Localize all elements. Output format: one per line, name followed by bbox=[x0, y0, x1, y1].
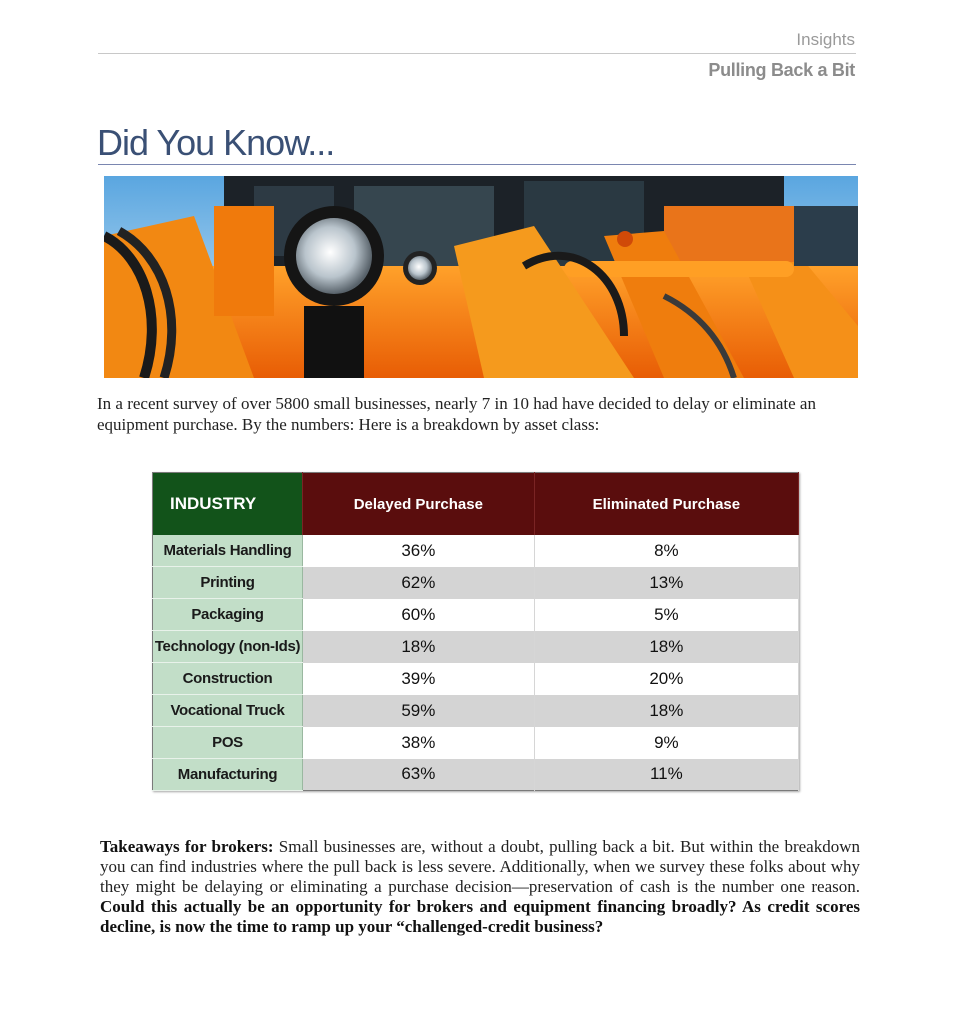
eliminated-cell: 9% bbox=[534, 727, 798, 759]
page-subtitle: Pulling Back a Bit bbox=[708, 60, 855, 80]
table-header-row bbox=[153, 473, 799, 536]
header-rule bbox=[98, 53, 856, 54]
takeaway-paragraph bbox=[100, 837, 860, 937]
delayed-cell: 63% bbox=[303, 759, 535, 791]
breakdown-table bbox=[152, 472, 799, 791]
table-row bbox=[153, 759, 799, 791]
delayed-cell: 18% bbox=[303, 631, 535, 663]
hero-image bbox=[104, 176, 858, 378]
table-row bbox=[153, 599, 799, 631]
eliminated-cell: 18% bbox=[534, 631, 798, 663]
eliminated-cell: 13% bbox=[534, 567, 798, 599]
title-rule bbox=[98, 164, 856, 165]
intro-paragraph: In a recent survey of over 5800 small businesses, nearly 7 in 10 had have decided to delay or eliminate an equipment purchase. By the numbers: Here is a breakdown by asset class: bbox=[97, 394, 816, 434]
table-row bbox=[153, 567, 799, 599]
industry-cell: POS bbox=[153, 727, 303, 759]
industry-cell: Printing bbox=[153, 567, 303, 599]
table-row bbox=[153, 727, 799, 759]
header-eliminated: Eliminated Purchase bbox=[534, 473, 798, 536]
industry-cell: Construction bbox=[153, 663, 303, 695]
industry-cell: Packaging bbox=[153, 599, 303, 631]
eliminated-cell: 20% bbox=[534, 663, 798, 695]
table-row bbox=[153, 695, 799, 727]
delayed-cell: 36% bbox=[303, 535, 535, 567]
eliminated-cell: 11% bbox=[534, 759, 798, 791]
eliminated-cell: 8% bbox=[534, 535, 798, 567]
eliminated-cell: 18% bbox=[534, 695, 798, 727]
table-row bbox=[153, 663, 799, 695]
industry-cell: Technology (non-Ids) bbox=[153, 631, 303, 663]
eliminated-cell: 5% bbox=[534, 599, 798, 631]
takeaway-closing: Could this actually be an opportunity for brokers and equipment financing broadly? As credit scores decline, is now the time to ramp up your “challenged-credit business? bbox=[100, 897, 860, 936]
takeaway-lead: Takeaways for brokers: bbox=[100, 837, 274, 856]
industry-cell: Materials Handling bbox=[153, 535, 303, 567]
table-row bbox=[153, 535, 799, 567]
table-row bbox=[153, 631, 799, 663]
construction-equipment-illustration bbox=[104, 176, 858, 378]
delayed-cell: 60% bbox=[303, 599, 535, 631]
delayed-cell: 59% bbox=[303, 695, 535, 727]
industry-cell: Manufacturing bbox=[153, 759, 303, 791]
delayed-cell: 62% bbox=[303, 567, 535, 599]
page-title: Did You Know... bbox=[97, 122, 335, 163]
header-industry: INDUSTRY bbox=[153, 473, 303, 536]
header-delayed: Delayed Purchase bbox=[303, 473, 535, 536]
takeaway-body: Small businesses are, without a doubt, pulling back a bit. But within the breakdown you can find industries where the pull back is less severe. Additionally, when we survey these folks about why they might be delaying or eliminating a purchase decision—preservation of cash is the number one reason. bbox=[100, 837, 860, 896]
section-label: Insights bbox=[796, 30, 855, 49]
delayed-cell: 39% bbox=[303, 663, 535, 695]
delayed-cell: 38% bbox=[303, 727, 535, 759]
industry-cell: Vocational Truck bbox=[153, 695, 303, 727]
